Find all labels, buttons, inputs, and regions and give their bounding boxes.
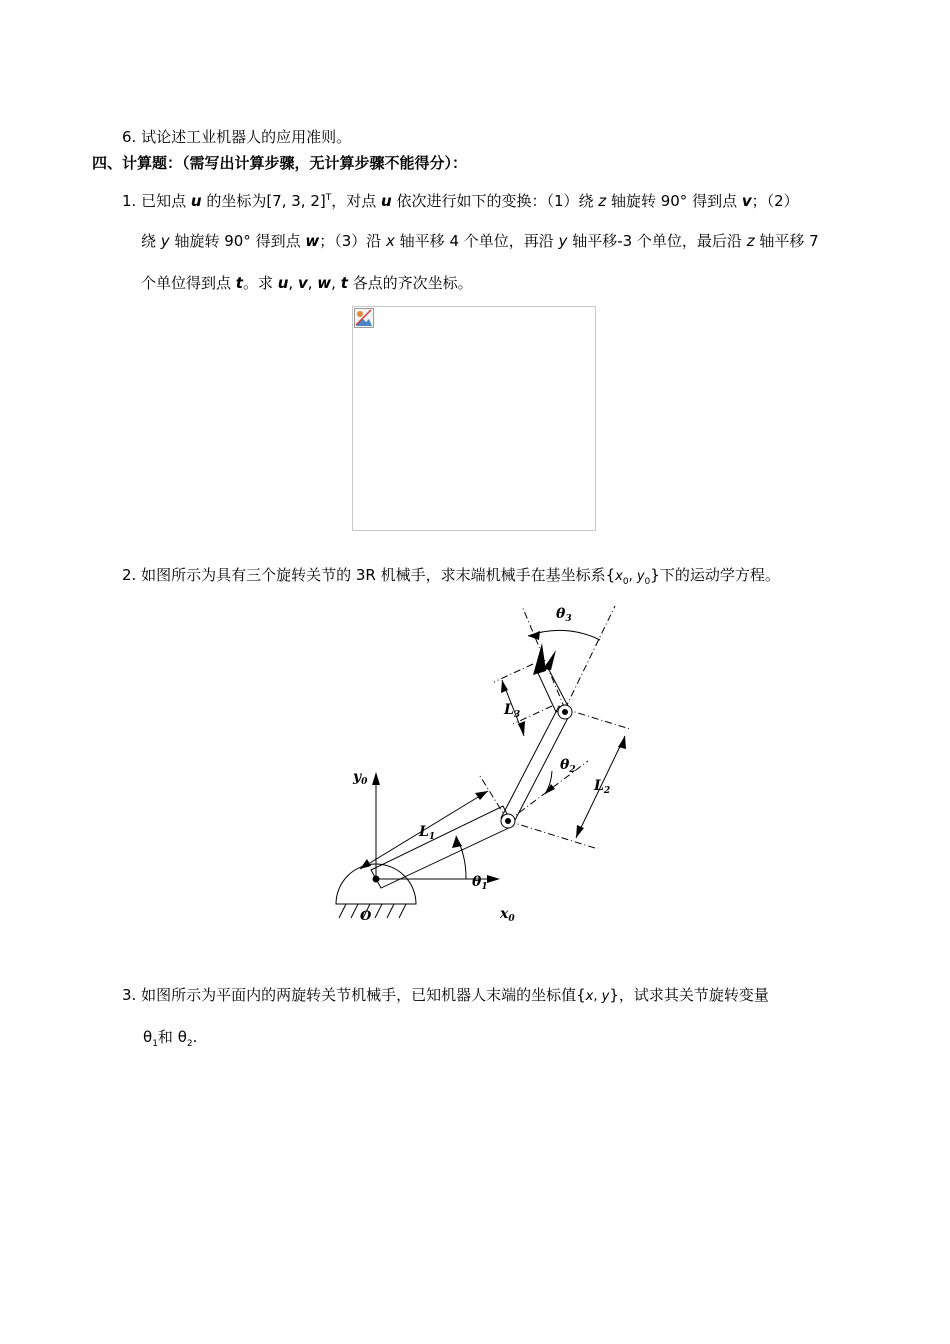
label-theta1: $\theta_1$: [472, 874, 488, 892]
text: 1. 已知点: [122, 192, 191, 210]
origin-point: [373, 876, 380, 883]
text: 轴旋转 90° 得到点: [169, 232, 306, 250]
problem-1-line-1: [122, 188, 799, 211]
robot-3r-diagram: [330, 596, 630, 956]
label-L2: $L_2$: [594, 778, 611, 796]
broken-image-icon: [354, 308, 374, 328]
text: ；（3）沿: [319, 232, 387, 250]
var-y: y: [558, 232, 568, 250]
text: ；（2）: [751, 192, 799, 210]
text: 3. 如图所示为平面内的两旋转关节机械手，已知机器人末端的坐标值{: [122, 986, 586, 1004]
text: 2. 如图所示为具有三个旋转关节的 3R 机械手，求末端机械手在基坐标系{: [122, 566, 616, 584]
var-w: w: [305, 232, 320, 250]
question-6: 6. 试论述工业机器人的应用准则。: [122, 128, 352, 146]
text: 绕: [141, 232, 161, 250]
superscript: T: [325, 193, 332, 203]
var-x: x: [386, 232, 395, 250]
var-y: y: [601, 989, 610, 1004]
ground-hatching: [339, 904, 406, 918]
var-u: u: [190, 192, 202, 210]
text: }，试求其关节旋转变量: [609, 986, 769, 1004]
var-z: z: [746, 232, 755, 250]
section-4-title: 四、计算题：（需写出计算步骤，无计算步骤不能得分）：: [92, 154, 468, 172]
var-w: w: [317, 274, 332, 292]
text: }下的运动学方程。: [650, 566, 780, 584]
label-theta3: $\theta_3$: [556, 606, 572, 624]
var-v: v: [297, 274, 308, 292]
var-x: x: [585, 989, 594, 1004]
label-theta2: $\theta_2$: [560, 757, 576, 775]
text: .: [192, 1028, 198, 1046]
link-1: [371, 806, 513, 888]
text: 的坐标为[7, 3, 2]: [201, 192, 326, 210]
label-x0: $x_0$: [500, 906, 515, 924]
var-x0: x: [615, 569, 623, 584]
var-t: t: [235, 274, 243, 292]
text: 和 θ: [157, 1028, 187, 1046]
text: 轴平移 7: [754, 232, 819, 250]
text: ,: [331, 274, 341, 292]
var-y: y: [160, 232, 170, 250]
text: 轴平移-3 个单位，最后沿: [567, 232, 747, 250]
var-y0: y: [636, 569, 645, 584]
problem-1-line-3: [141, 273, 473, 293]
text: 个单位得到点: [141, 274, 236, 292]
joint-3: [558, 705, 572, 719]
text: 轴平移 4 个单位，再沿: [394, 232, 559, 250]
broken-image-placeholder: [352, 306, 596, 531]
problem-1-line-2: [141, 231, 819, 251]
text: ,: [307, 274, 318, 292]
problem-3-line-2: [143, 1027, 197, 1054]
subscript: 2: [186, 1039, 193, 1049]
var-u: u: [277, 274, 289, 292]
label-L3: $L_3$: [504, 702, 521, 720]
var-v: v: [741, 192, 752, 210]
construction-lines: [480, 606, 630, 849]
var-z: z: [598, 192, 607, 210]
label-origin: O: [360, 909, 372, 924]
joint-2: [501, 814, 515, 828]
text: ，对点: [331, 192, 382, 210]
subscript: 0: [644, 577, 651, 587]
subscript: 1: [152, 1039, 158, 1049]
text: θ: [143, 1028, 153, 1046]
text: 依次进行如下的变换：（1）绕: [391, 192, 599, 210]
var-t: t: [340, 274, 348, 292]
var-u: u: [381, 192, 392, 210]
label-y0: $y_0$: [353, 769, 368, 787]
problem-2: [122, 565, 780, 592]
text: 轴旋转 90° 得到点: [606, 192, 742, 210]
subscript: 0: [622, 577, 629, 587]
text: ,: [628, 569, 637, 584]
text: 。求: [242, 274, 278, 292]
problem-3-line-1: [122, 985, 769, 1007]
text: ,: [288, 274, 298, 292]
text: ,: [593, 989, 602, 1004]
label-L1: $L_1$: [419, 824, 436, 842]
text: 各点的齐次坐标。: [347, 274, 473, 292]
